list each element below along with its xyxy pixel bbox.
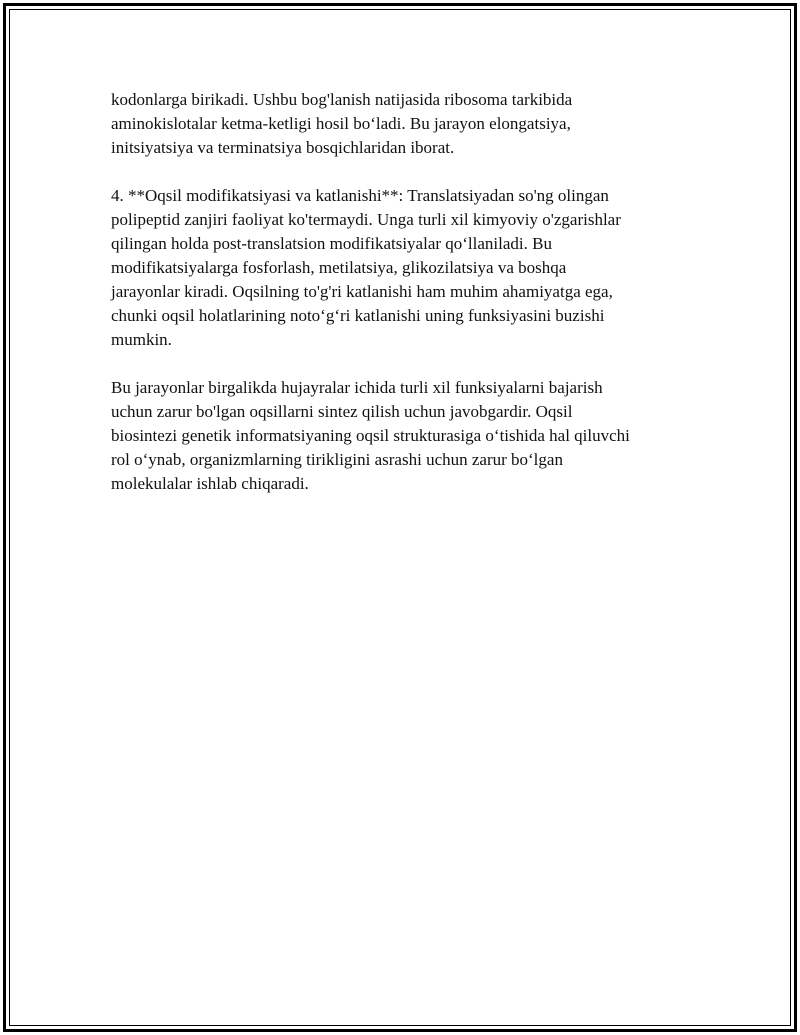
document-body	[111, 88, 701, 520]
paragraph-conclusion: Bu jarayonlar birgalikda hujayralar ichida turli xil funksiyalarni bajarish uchun zarur bo'lgan oqsillarni sintez qilish uchun javobgardir. Oqsil biosintezi genetik informatsiyaning oqsil strukturasiga o‘tishida hal qiluvchi rol o‘ynab, organizmlarning tirikligini asrashi uchun zarur bo‘lgan molekulalar ishlab chiqaradi.	[111, 378, 630, 493]
paragraph-protein-modification: 4. **Oqsil modifikatsiyasi va katlanishi**: Translatsiyadan so'ng olingan polipeptid zanjiri faoliyat ko'termaydi. Unga turli xil kimyoviy o'zgarishlar qilingan holda post-translatsion modifikatsiyalar qo‘llaniladi. Bu modifikatsiyalarga fosforlash, metilatsiya, glikozilatsiya va boshqa jarayonlar kiradi. Oqsilning to'g'ri katlanishi ham muhim ahamiyatga ega, chunki oqsil holatlarining noto‘g‘ri katlanishi uning funksiyasini buzishi mumkin.	[111, 186, 621, 349]
paragraph-elongation: kodonlarga birikadi. Ushbu bog'lanish natijasida ribosoma tarkibida aminokislotalar ketma-ketligi hosil bo‘ladi. Bu jarayon elongatsiya, initsiyatsiya va terminatsiya bosqichlaridan iborat.	[111, 90, 573, 157]
